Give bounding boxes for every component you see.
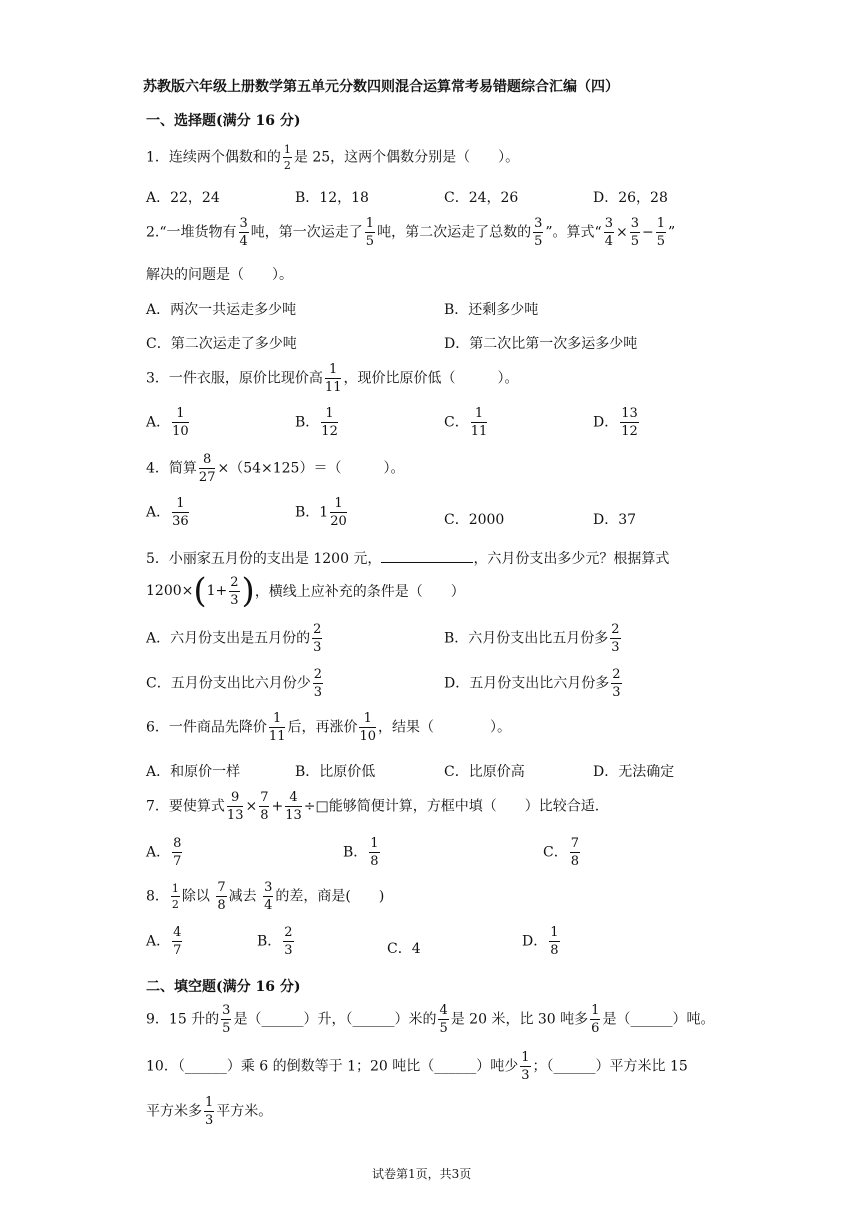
- question-text: 吨，第二次运走了总数的: [377, 224, 532, 241]
- option-b: B．12，18: [295, 190, 369, 206]
- option-c: C．五月份支出比六月份少 $\frac{2}{3}$: [146, 667, 322, 700]
- option-c: C．2000: [444, 512, 505, 528]
- question-text: 平方米。: [216, 1103, 273, 1120]
- question-text: 平方米多: [146, 1103, 202, 1120]
- question-8: [146, 881, 384, 912]
- fraction: $\frac{1}{11}$: [324, 362, 342, 395]
- question-text: ，六月份支出多少元？根据算式: [473, 551, 670, 567]
- question-text: 6．一件商品先降价: [146, 719, 267, 736]
- question-text: 9．15 升的: [146, 1011, 220, 1028]
- question-text: ×（54×125）＝（ ）。: [217, 460, 405, 477]
- fraction: $\frac{1}{6}$: [591, 1003, 600, 1036]
- question-text: 2.“一堆货物有: [146, 224, 237, 241]
- fraction: $\frac{1}{2}$: [283, 143, 291, 172]
- option-a: A．六月份支出是五月份的 $\frac{2}{3}$: [146, 622, 322, 655]
- option-d: D．26，28: [593, 190, 668, 206]
- question-text: 吨，第一次运走了: [250, 224, 363, 241]
- option-d: D． $\frac{13}{12}$: [593, 406, 638, 439]
- question-text: 5．小丽家五月份的支出是 1200 元，: [146, 551, 382, 567]
- option-d: D．37: [593, 512, 637, 528]
- option-b: B．1 $\frac{1}{20}$: [295, 496, 347, 529]
- question-text: ，现价比原价低（ ）。: [343, 370, 519, 387]
- option-d: D．无法确定: [593, 764, 675, 780]
- section-heading-choice: 一、选择题(满分 16 分): [146, 113, 301, 129]
- question-text: 1．连续两个偶数和的: [146, 149, 281, 166]
- question-2: [146, 217, 675, 248]
- question-text: ÷□能够简便计算，方框中填（ ）比较合适.: [303, 798, 600, 815]
- operator: ×: [615, 224, 628, 241]
- option-c: C． $\frac{7}{8}$: [543, 836, 579, 869]
- question-text: 除以: [181, 888, 210, 905]
- question-5-formula: [146, 571, 465, 611]
- answer-blank: [381, 550, 473, 563]
- option-b: B． $\frac{1}{8}$: [343, 836, 379, 869]
- section-heading-fill-in: 二、填空题(满分 16 分): [146, 979, 301, 995]
- option-a: A．两次一共运走多少吨: [146, 302, 297, 318]
- fraction: $\frac{1}{2}$: [171, 882, 179, 911]
- operator: −: [641, 224, 654, 241]
- option-a: A． $\frac{1}{36}$: [146, 496, 189, 529]
- option-b: B．比原价低: [295, 764, 376, 780]
- question-5: [146, 548, 669, 568]
- question-text: ”: [668, 224, 676, 241]
- question-text: 后，再涨价: [287, 719, 358, 736]
- question-text: 7．要使算式: [146, 798, 225, 815]
- question-text: 8．: [146, 888, 169, 905]
- fraction: $\frac{1}{5}$: [365, 216, 375, 249]
- fraction: $\frac{1}{3}$: [205, 1095, 214, 1128]
- question-2-line-2: 解决的问题是（ ）。: [146, 267, 293, 283]
- question-1: [146, 144, 519, 171]
- option-d: D． $\frac{1}{8}$: [522, 925, 559, 958]
- option-a: A． $\frac{1}{10}$: [146, 406, 189, 439]
- option-a: A．和原价一样: [146, 764, 241, 780]
- fraction: $\frac{3}{4}$: [239, 216, 248, 249]
- fraction: $\frac{1}{5}$: [656, 216, 665, 249]
- parenthesis-group: (1+ $\frac{2}{3}$ ): [193, 571, 255, 611]
- formula-text: 1200×: [146, 583, 194, 599]
- question-text: 10．（______）乘 6 的倒数等于 1；20 吨比（______）吨少: [146, 1058, 519, 1075]
- fraction: $\frac{3}{4}$: [264, 880, 273, 913]
- question-text: ，横线上应补充的条件是（ ）: [254, 584, 465, 600]
- fraction: $\frac{3}{5}$: [534, 216, 543, 249]
- question-7: [146, 791, 599, 822]
- question-text: ，结果（ ）。: [378, 719, 512, 736]
- option-b: B．六月份支出比五月份多 $\frac{2}{3}$: [444, 622, 620, 655]
- option-c: C．4: [387, 941, 421, 957]
- fraction: $\frac{4}{13}$: [285, 790, 302, 823]
- question-10-line-2: [146, 1096, 272, 1127]
- question-text: 减去: [228, 888, 257, 905]
- question-text: 是 20 米，比 30 吨多: [450, 1011, 589, 1028]
- fraction: $\frac{1}{3}$: [521, 1050, 530, 1083]
- question-text: ；（______）平方米比 15: [532, 1058, 688, 1075]
- option-a: A． $\frac{4}{7}$: [146, 925, 182, 958]
- option-a: A．22，24: [146, 190, 220, 206]
- option-c: C． $\frac{1}{11}$: [444, 406, 488, 439]
- fraction: $\frac{4}{5}$: [439, 1003, 448, 1036]
- fraction: $\frac{3}{4}$: [604, 216, 613, 249]
- option-b: B． $\frac{2}{3}$: [257, 925, 293, 958]
- option-c: C．24，26: [444, 190, 519, 206]
- question-10: [146, 1051, 688, 1082]
- page-footer: 试卷第1页，共3页: [372, 1167, 472, 1181]
- fraction: $\frac{3}{5}$: [630, 216, 639, 249]
- option-c: C．比原价高: [444, 764, 525, 780]
- fraction: $\frac{7}{8}$: [260, 790, 269, 823]
- option-d: D．第二次比第一次多运多少吨: [444, 336, 638, 352]
- fraction: $\frac{1}{11}$: [268, 711, 286, 744]
- question-6: [146, 712, 511, 743]
- option-b: B． $\frac{1}{12}$: [295, 406, 338, 439]
- question-text: ”。算式“: [545, 224, 602, 241]
- question-4: [146, 453, 404, 484]
- option-a: A． $\frac{8}{7}$: [146, 836, 182, 869]
- fraction: $\frac{8}{27}$: [198, 452, 216, 485]
- question-9: [146, 1004, 714, 1035]
- fraction: $\frac{7}{8}$: [217, 880, 226, 913]
- question-text: 是 25，这两个偶数分别是（ ）。: [293, 149, 520, 166]
- fraction: $\frac{1}{10}$: [359, 711, 377, 744]
- option-b: B．还剩多少吨: [444, 302, 539, 318]
- fraction: $\frac{3}{5}$: [222, 1003, 231, 1036]
- question-text: 的差，商是( ): [275, 888, 385, 905]
- question-text: 是（______）吨。: [602, 1011, 715, 1028]
- question-3: [146, 363, 518, 394]
- operator: ×: [245, 798, 258, 815]
- fraction: $\frac{9}{13}$: [226, 790, 244, 823]
- question-text: 3．一件衣服，原价比现价高: [146, 370, 323, 387]
- option-d: D．五月份支出比六月份多 $\frac{2}{3}$: [444, 667, 621, 700]
- question-text: 4．简算: [146, 460, 197, 477]
- option-c: C．第二次运走了多少吨: [146, 336, 297, 352]
- operator: +: [271, 798, 284, 815]
- page-title: 苏教版六年级上册数学第五单元分数四则混合运算常考易错题综合汇编（四）: [143, 79, 619, 95]
- question-text: 是（______）升，（______）米的: [233, 1011, 437, 1028]
